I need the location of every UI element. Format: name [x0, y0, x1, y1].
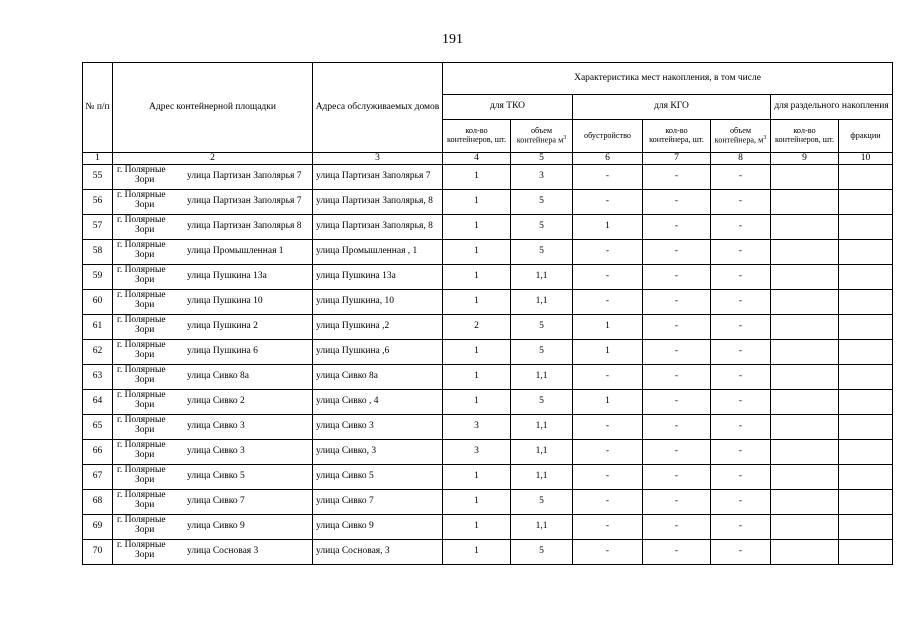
kgo-arrangement: - — [573, 540, 643, 565]
header-kgo-volume: объем контейнера, $м^3$ — [711, 120, 771, 153]
site-street: улица Сивко 9 — [187, 521, 245, 532]
table-row — [83, 390, 893, 415]
city-line-1: г. Полярные — [117, 190, 166, 200]
separate-count — [771, 465, 839, 490]
kgo-volume: - — [711, 290, 771, 315]
site-address-cell — [113, 190, 313, 215]
separate-count — [771, 415, 839, 440]
separate-count — [771, 540, 839, 565]
tko-count: 1 — [443, 465, 511, 490]
kgo-volume: - — [711, 215, 771, 240]
header-tko-volume: объем контейнера $м^3$ — [511, 120, 573, 153]
city-line-2: Зори — [135, 449, 155, 460]
kgo-volume: - — [711, 390, 771, 415]
tko-volume: 1,1 — [511, 290, 573, 315]
tko-volume: 5 — [511, 240, 573, 265]
served-houses: улица Партизан Заполярья 7 — [313, 165, 443, 190]
separate-fractions — [839, 540, 893, 565]
city-line-2: Зори — [135, 174, 155, 185]
served-houses: улица Пушкина, 10 — [313, 290, 443, 315]
city-line-2: Зори — [135, 424, 155, 435]
kgo-count: - — [643, 340, 711, 365]
kgo-arrangement: 1 — [573, 215, 643, 240]
city-line-1: г. Полярные — [117, 365, 166, 375]
site-address-cell — [113, 265, 313, 290]
row-number: 62 — [83, 340, 113, 365]
city-name — [117, 166, 177, 186]
separate-fractions — [839, 340, 893, 365]
city-line-1: г. Полярные — [117, 440, 166, 450]
separate-count — [771, 215, 839, 240]
kgo-volume: - — [711, 265, 771, 290]
separate-fractions — [839, 190, 893, 215]
row-number: 63 — [83, 365, 113, 390]
table-row — [83, 290, 893, 315]
kgo-count: - — [643, 215, 711, 240]
site-street: улица Сивко 2 — [187, 396, 245, 407]
site-address-cell — [113, 390, 313, 415]
separate-fractions — [839, 165, 893, 190]
site-address-cell — [113, 240, 313, 265]
column-number: 8 — [711, 153, 771, 165]
city-line-2: Зори — [135, 249, 155, 260]
separate-count — [771, 290, 839, 315]
city-name — [117, 391, 177, 411]
city-line-2: Зори — [135, 549, 155, 560]
separate-count — [771, 440, 839, 465]
city-name — [117, 441, 177, 461]
site-address-cell — [113, 415, 313, 440]
city-line-2: Зори — [135, 224, 155, 235]
separate-fractions — [839, 315, 893, 340]
city-name — [117, 291, 177, 311]
city-line-1: г. Полярные — [117, 165, 166, 175]
row-number: 59 — [83, 265, 113, 290]
kgo-arrangement: - — [573, 515, 643, 540]
kgo-count: - — [643, 490, 711, 515]
separate-fractions — [839, 465, 893, 490]
kgo-arrangement: - — [573, 265, 643, 290]
kgo-arrangement: - — [573, 440, 643, 465]
city-line-1: г. Полярные — [117, 315, 166, 325]
served-houses: улица Сивко 9 — [313, 515, 443, 540]
site-street: улица Сивко 8а — [187, 371, 249, 382]
site-address-cell — [113, 340, 313, 365]
served-houses: улица Сивко 5 — [313, 465, 443, 490]
separate-fractions — [839, 215, 893, 240]
site-street: улица Сивко 3 — [187, 446, 245, 457]
header-served-houses: Адреса обслуживаемых домов — [313, 63, 443, 153]
tko-volume: 5 — [511, 540, 573, 565]
site-street: улица Сивко 7 — [187, 496, 245, 507]
separate-fractions — [839, 415, 893, 440]
city-line-1: г. Полярные — [117, 390, 166, 400]
site-address-cell — [113, 215, 313, 240]
site-address-cell — [113, 465, 313, 490]
site-street: улица Промышленная 1 — [187, 246, 284, 257]
kgo-arrangement: - — [573, 365, 643, 390]
column-numbers-row — [83, 153, 893, 165]
row-number: 67 — [83, 465, 113, 490]
tko-volume: 5 — [511, 390, 573, 415]
city-line-2: Зори — [135, 324, 155, 335]
site-street: улица Пушкина 2 — [187, 321, 258, 332]
separate-count — [771, 340, 839, 365]
site-address-cell — [113, 515, 313, 540]
header-row-number: № п/п — [83, 63, 113, 153]
column-number: 3 — [313, 153, 443, 165]
tko-count: 1 — [443, 215, 511, 240]
tko-count: 1 — [443, 365, 511, 390]
city-name — [117, 316, 177, 336]
city-line-1: г. Полярные — [117, 540, 166, 550]
site-address-cell — [113, 315, 313, 340]
table-row — [83, 440, 893, 465]
kgo-volume: - — [711, 440, 771, 465]
row-number: 61 — [83, 315, 113, 340]
site-address-cell — [113, 290, 313, 315]
served-houses: улица Сивко 3 — [313, 415, 443, 440]
header-separate-fractions: фракции — [839, 120, 893, 153]
table-row — [83, 240, 893, 265]
tko-volume: 1,1 — [511, 415, 573, 440]
tko-volume: 5 — [511, 215, 573, 240]
kgo-count: - — [643, 440, 711, 465]
city-name — [117, 491, 177, 511]
site-address-cell — [113, 490, 313, 515]
separate-count — [771, 315, 839, 340]
row-number: 65 — [83, 415, 113, 440]
row-number: 57 — [83, 215, 113, 240]
tko-volume: 1,1 — [511, 265, 573, 290]
site-street: улица Партизан Заполярья 7 — [187, 196, 302, 207]
row-number: 66 — [83, 440, 113, 465]
served-houses: улица Сивко 8а — [313, 365, 443, 390]
city-line-1: г. Полярные — [117, 415, 166, 425]
city-name — [117, 516, 177, 536]
kgo-arrangement: - — [573, 190, 643, 215]
separate-count — [771, 240, 839, 265]
table-body — [83, 165, 893, 565]
served-houses: улица Пушкина 13а — [313, 265, 443, 290]
table-row — [83, 540, 893, 565]
site-street: улица Партизан Заполярья 8 — [187, 221, 302, 232]
city-name — [117, 341, 177, 361]
kgo-volume: - — [711, 190, 771, 215]
table-row — [83, 265, 893, 290]
table-header — [83, 63, 893, 165]
separate-fractions — [839, 265, 893, 290]
kgo-volume: - — [711, 340, 771, 365]
city-name — [117, 416, 177, 436]
table-row — [83, 190, 893, 215]
separate-fractions — [839, 240, 893, 265]
kgo-count: - — [643, 240, 711, 265]
site-street: улица Сосновая 3 — [187, 546, 259, 557]
site-street: улица Пушкина 13а — [187, 271, 267, 282]
separate-count — [771, 190, 839, 215]
tko-volume: 1,1 — [511, 465, 573, 490]
kgo-count: - — [643, 365, 711, 390]
tko-volume: 1,1 — [511, 365, 573, 390]
site-address-cell — [113, 165, 313, 190]
tko-count: 1 — [443, 515, 511, 540]
table-row — [83, 165, 893, 190]
table-row — [83, 515, 893, 540]
kgo-count: - — [643, 265, 711, 290]
page-number: 191 — [442, 32, 463, 47]
tko-count: 1 — [443, 490, 511, 515]
city-line-2: Зори — [135, 374, 155, 385]
site-street: улица Сивко 5 — [187, 471, 245, 482]
city-line-1: г. Полярные — [117, 515, 166, 525]
separate-count — [771, 265, 839, 290]
served-houses: улица Промышленная , 1 — [313, 240, 443, 265]
kgo-count: - — [643, 190, 711, 215]
kgo-count: - — [643, 315, 711, 340]
city-line-1: г. Полярные — [117, 290, 166, 300]
kgo-volume: - — [711, 465, 771, 490]
tko-count: 1 — [443, 340, 511, 365]
separate-fractions — [839, 390, 893, 415]
header-separate: для раздельного накопления — [771, 95, 893, 120]
header-kgo-arrangement: обустройство — [573, 120, 643, 153]
kgo-arrangement: - — [573, 415, 643, 440]
separate-fractions — [839, 290, 893, 315]
kgo-count: - — [643, 390, 711, 415]
row-number: 56 — [83, 190, 113, 215]
city-line-2: Зори — [135, 299, 155, 310]
tko-count: 3 — [443, 415, 511, 440]
tko-count: 3 — [443, 440, 511, 465]
city-line-2: Зори — [135, 474, 155, 485]
separate-fractions — [839, 515, 893, 540]
city-name — [117, 241, 177, 261]
site-street: улица Пушкина 6 — [187, 346, 258, 357]
column-number: 7 — [643, 153, 711, 165]
site-street: улица Сивко 3 — [187, 421, 245, 432]
kgo-count: - — [643, 415, 711, 440]
kgo-arrangement: - — [573, 490, 643, 515]
tko-volume: 5 — [511, 490, 573, 515]
tko-count: 1 — [443, 540, 511, 565]
kgo-arrangement: - — [573, 465, 643, 490]
site-address-cell — [113, 540, 313, 565]
column-number: 5 — [511, 153, 573, 165]
city-line-2: Зори — [135, 274, 155, 285]
column-number: 6 — [573, 153, 643, 165]
table-row — [83, 340, 893, 365]
kgo-arrangement: - — [573, 290, 643, 315]
kgo-count: - — [643, 515, 711, 540]
row-number: 55 — [83, 165, 113, 190]
tko-volume: 5 — [511, 315, 573, 340]
city-name — [117, 466, 177, 486]
city-line-2: Зори — [135, 349, 155, 360]
table-row — [83, 365, 893, 390]
kgo-volume: - — [711, 165, 771, 190]
header-characteristics: Характеристика мест накопления, в том числе — [443, 63, 893, 95]
table-row — [83, 415, 893, 440]
served-houses: улица Сосновая, 3 — [313, 540, 443, 565]
row-number: 60 — [83, 290, 113, 315]
row-number: 68 — [83, 490, 113, 515]
tko-count: 2 — [443, 315, 511, 340]
separate-count — [771, 490, 839, 515]
tko-count: 1 — [443, 165, 511, 190]
separate-count — [771, 165, 839, 190]
city-line-1: г. Полярные — [117, 265, 166, 275]
table-row — [83, 215, 893, 240]
kgo-count: - — [643, 465, 711, 490]
row-number: 64 — [83, 390, 113, 415]
tko-volume: 5 — [511, 190, 573, 215]
tko-volume: 1,1 — [511, 440, 573, 465]
kgo-volume: - — [711, 415, 771, 440]
kgo-volume: - — [711, 515, 771, 540]
served-houses: улица Сивко 7 — [313, 490, 443, 515]
served-houses: улица Сивко, 3 — [313, 440, 443, 465]
header-tko: для ТКО — [443, 95, 573, 120]
kgo-count: - — [643, 540, 711, 565]
served-houses: улица Сивко , 4 — [313, 390, 443, 415]
tko-count: 1 — [443, 190, 511, 215]
kgo-count: - — [643, 290, 711, 315]
column-number: 2 — [113, 153, 313, 165]
kgo-arrangement: 1 — [573, 390, 643, 415]
separate-fractions — [839, 490, 893, 515]
column-number: 9 — [771, 153, 839, 165]
city-line-1: г. Полярные — [117, 490, 166, 500]
city-name — [117, 366, 177, 386]
waste-sites-table — [82, 62, 893, 565]
separate-fractions — [839, 440, 893, 465]
kgo-arrangement: - — [573, 240, 643, 265]
row-number: 70 — [83, 540, 113, 565]
kgo-arrangement: - — [573, 165, 643, 190]
served-houses: улица Партизан Заполярья, 8 — [313, 215, 443, 240]
served-houses: улица Пушкина ,2 — [313, 315, 443, 340]
kgo-volume: - — [711, 315, 771, 340]
header-kgo: для КГО — [573, 95, 771, 120]
city-line-2: Зори — [135, 199, 155, 210]
site-street: улица Пушкина 10 — [187, 296, 263, 307]
city-name — [117, 266, 177, 286]
tko-count: 1 — [443, 390, 511, 415]
city-name — [117, 216, 177, 236]
city-name — [117, 541, 177, 561]
city-line-2: Зори — [135, 499, 155, 510]
kgo-volume: - — [711, 490, 771, 515]
served-houses: улица Партизан Заполярья, 8 — [313, 190, 443, 215]
tko-volume: 5 — [511, 340, 573, 365]
table-row — [83, 490, 893, 515]
kgo-volume: - — [711, 365, 771, 390]
row-number: 69 — [83, 515, 113, 540]
city-line-2: Зори — [135, 524, 155, 535]
city-line-1: г. Полярные — [117, 465, 166, 475]
separate-fractions — [839, 365, 893, 390]
tko-count: 1 — [443, 265, 511, 290]
header-kgo-count: кол-во контейнера, шт. — [643, 120, 711, 153]
tko-count: 1 — [443, 240, 511, 265]
separate-count — [771, 365, 839, 390]
city-line-1: г. Полярные — [117, 240, 166, 250]
city-line-1: г. Полярные — [117, 340, 166, 350]
city-line-2: Зори — [135, 399, 155, 410]
separate-count — [771, 515, 839, 540]
city-line-1: г. Полярные — [117, 215, 166, 225]
column-number: 10 — [839, 153, 893, 165]
header-separate-count: кол-во контейнеров, шт. — [771, 120, 839, 153]
table-row — [83, 315, 893, 340]
site-address-cell — [113, 440, 313, 465]
kgo-arrangement: 1 — [573, 315, 643, 340]
served-houses: улица Пушкина ,6 — [313, 340, 443, 365]
kgo-arrangement: 1 — [573, 340, 643, 365]
tko-volume: 3 — [511, 165, 573, 190]
header-tko-count: кол-во контейнеров, шт. — [443, 120, 511, 153]
column-number: 4 — [443, 153, 511, 165]
column-number: 1 — [83, 153, 113, 165]
table-row — [83, 465, 893, 490]
site-address-cell — [113, 365, 313, 390]
header-site-address: Адрес контейнерной площадки — [113, 63, 313, 153]
tko-volume: 1,1 — [511, 515, 573, 540]
kgo-volume: - — [711, 540, 771, 565]
separate-count — [771, 390, 839, 415]
site-street: улица Партизан Заполярья 7 — [187, 171, 302, 182]
row-number: 58 — [83, 240, 113, 265]
city-name — [117, 191, 177, 211]
tko-count: 1 — [443, 290, 511, 315]
kgo-volume: - — [711, 240, 771, 265]
kgo-count: - — [643, 165, 711, 190]
